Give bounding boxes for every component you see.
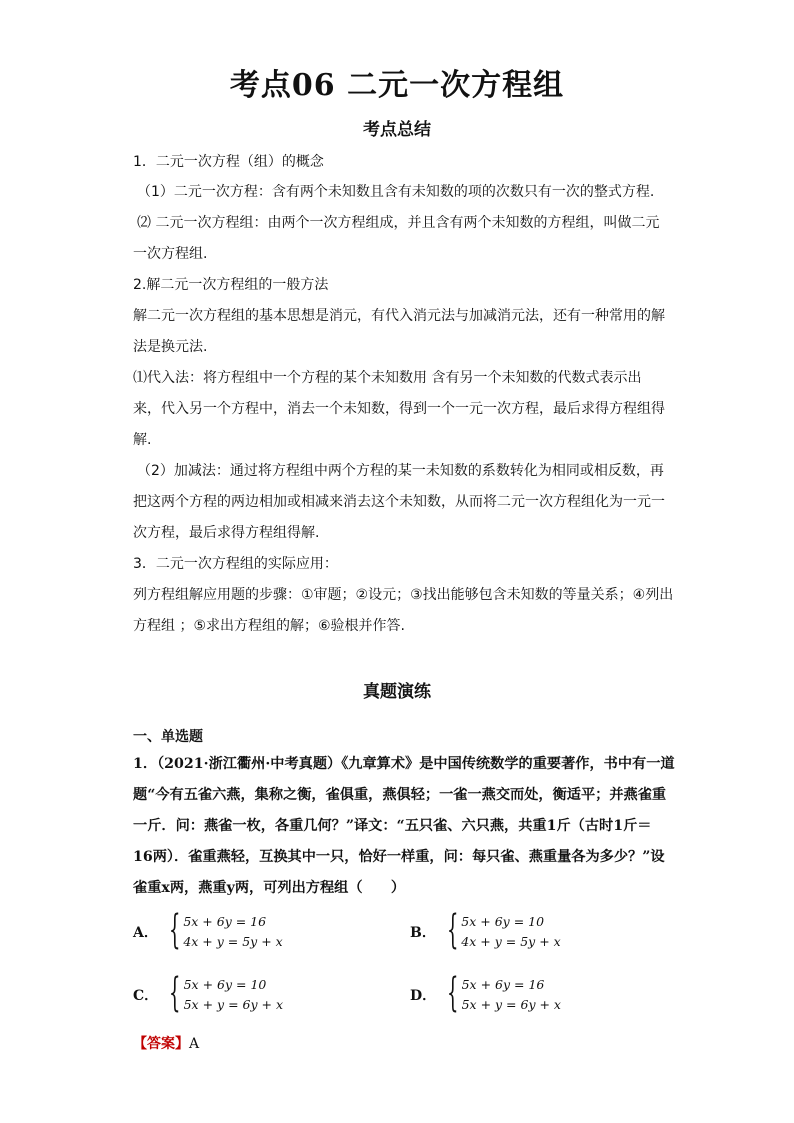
equation: 5x + 6y = 10 xyxy=(183,977,267,992)
equation-system xyxy=(461,912,560,952)
question-line: 16两）．雀重燕轻，互换其中一只，恰好一样重，问：每只雀、燕重量各为多少？”设 xyxy=(133,849,665,865)
summary-line: （2）加减法：通过将方程组中两个方程的某一未知数的系数转化为相同或相反数，再 xyxy=(137,463,664,479)
summary-line: 法是换元法. xyxy=(133,339,208,355)
brace-symbol: { xyxy=(169,970,181,1016)
equation: 5x + 6y = 16 xyxy=(461,977,545,992)
question-category: 一、单选题 xyxy=(133,729,203,745)
equation: 5x + y = 6y + x xyxy=(461,997,561,1012)
answer xyxy=(133,1033,199,1053)
option-a[interactable] xyxy=(133,907,283,953)
brace-symbol: { xyxy=(446,907,459,953)
option-c[interactable] xyxy=(133,970,283,1016)
brace-symbol: { xyxy=(168,907,181,953)
equation-system xyxy=(183,912,282,952)
summary-line: 解. xyxy=(133,432,152,448)
summary-line: 来，代入另一个方程中，消去一个未知数，得到一个一元一次方程，最后求得方程组得 xyxy=(133,401,665,417)
question-line: 一斤．问：燕雀一枚，各重几何？”译文：“五只雀、六只燕，共重1斤（古时1斤＝ xyxy=(133,818,652,834)
summary-line: ⑴代入法：将方程组中一个方程的某个未知数用 含有另一个未知数的代数式表示出 xyxy=(133,370,642,386)
summary-line: （1）二元一次方程：含有两个未知数且含有未知数的项的次数只有一次的整式方程. xyxy=(137,184,655,200)
equation: 4x + y = 5y + x xyxy=(183,934,283,949)
question-line: 雀重x两，燕重y两，可列出方程组（ ） xyxy=(133,880,406,896)
option-label: C． xyxy=(133,988,159,1004)
question-line: 1．（2021·浙江衢州·中考真题）《九章算术》是中国传统数学的重要著作，书中有一道 xyxy=(133,756,675,772)
summary-line: 次方程，最后求得方程组得解. xyxy=(133,525,320,541)
equation-system xyxy=(462,975,561,1015)
answer-tag: 【答案】 xyxy=(133,1036,189,1052)
option-d[interactable] xyxy=(410,970,561,1016)
option-label: D． xyxy=(410,988,437,1004)
equation: 5x + y = 6y + x xyxy=(183,997,283,1012)
summary-line: 解二元一次方程组的基本思想是消元，有代入消元法与加减消元法，还有一种常用的解 xyxy=(133,308,665,324)
summary-line: 1．二元一次方程（组）的概念 xyxy=(133,154,324,170)
summary-line: 2.解二元一次方程组的一般方法 xyxy=(133,277,329,293)
equation-system xyxy=(184,975,283,1015)
equation: 4x + y = 5y + x xyxy=(461,934,561,949)
summary-line: ⑵ 二元一次方程组：由两个一次方程组成，并且含有两个未知数的方程组，叫做二元 xyxy=(137,215,660,231)
equation: 5x + 6y = 16 xyxy=(183,914,267,929)
equation: 5x + 6y = 10 xyxy=(461,914,545,929)
summary-line: 一次方程组. xyxy=(133,246,208,262)
question-line: 题“今有五雀六燕，集称之衡，雀俱重，燕俱轻；一雀一燕交而处，衡适平；并燕雀重 xyxy=(133,787,667,803)
summary-line: 列方程组解应用题的步骤：①审题；②设元；③找出能够包含未知数的等量关系；④列出 xyxy=(133,587,674,603)
summary-line: 把这两个方程的两边相加或相减来消去这个未知数，从而将二元一次方程组化为一元一 xyxy=(133,494,665,510)
option-b[interactable] xyxy=(410,907,561,953)
section-title-exercises: 真题演练 xyxy=(363,682,431,702)
page-title: 考点06 二元一次方程组 xyxy=(229,68,565,103)
summary-line: 方程组 ；⑤求出方程组的解；⑥验根并作答. xyxy=(133,618,406,634)
section-title-summary: 考点总结 xyxy=(363,120,431,140)
answer-value: A xyxy=(189,1036,200,1052)
option-label: A． xyxy=(133,925,158,941)
summary-line: 3．二元一次方程组的实际应用： xyxy=(133,556,338,572)
option-label: B． xyxy=(410,925,436,941)
brace-symbol: { xyxy=(447,970,459,1016)
